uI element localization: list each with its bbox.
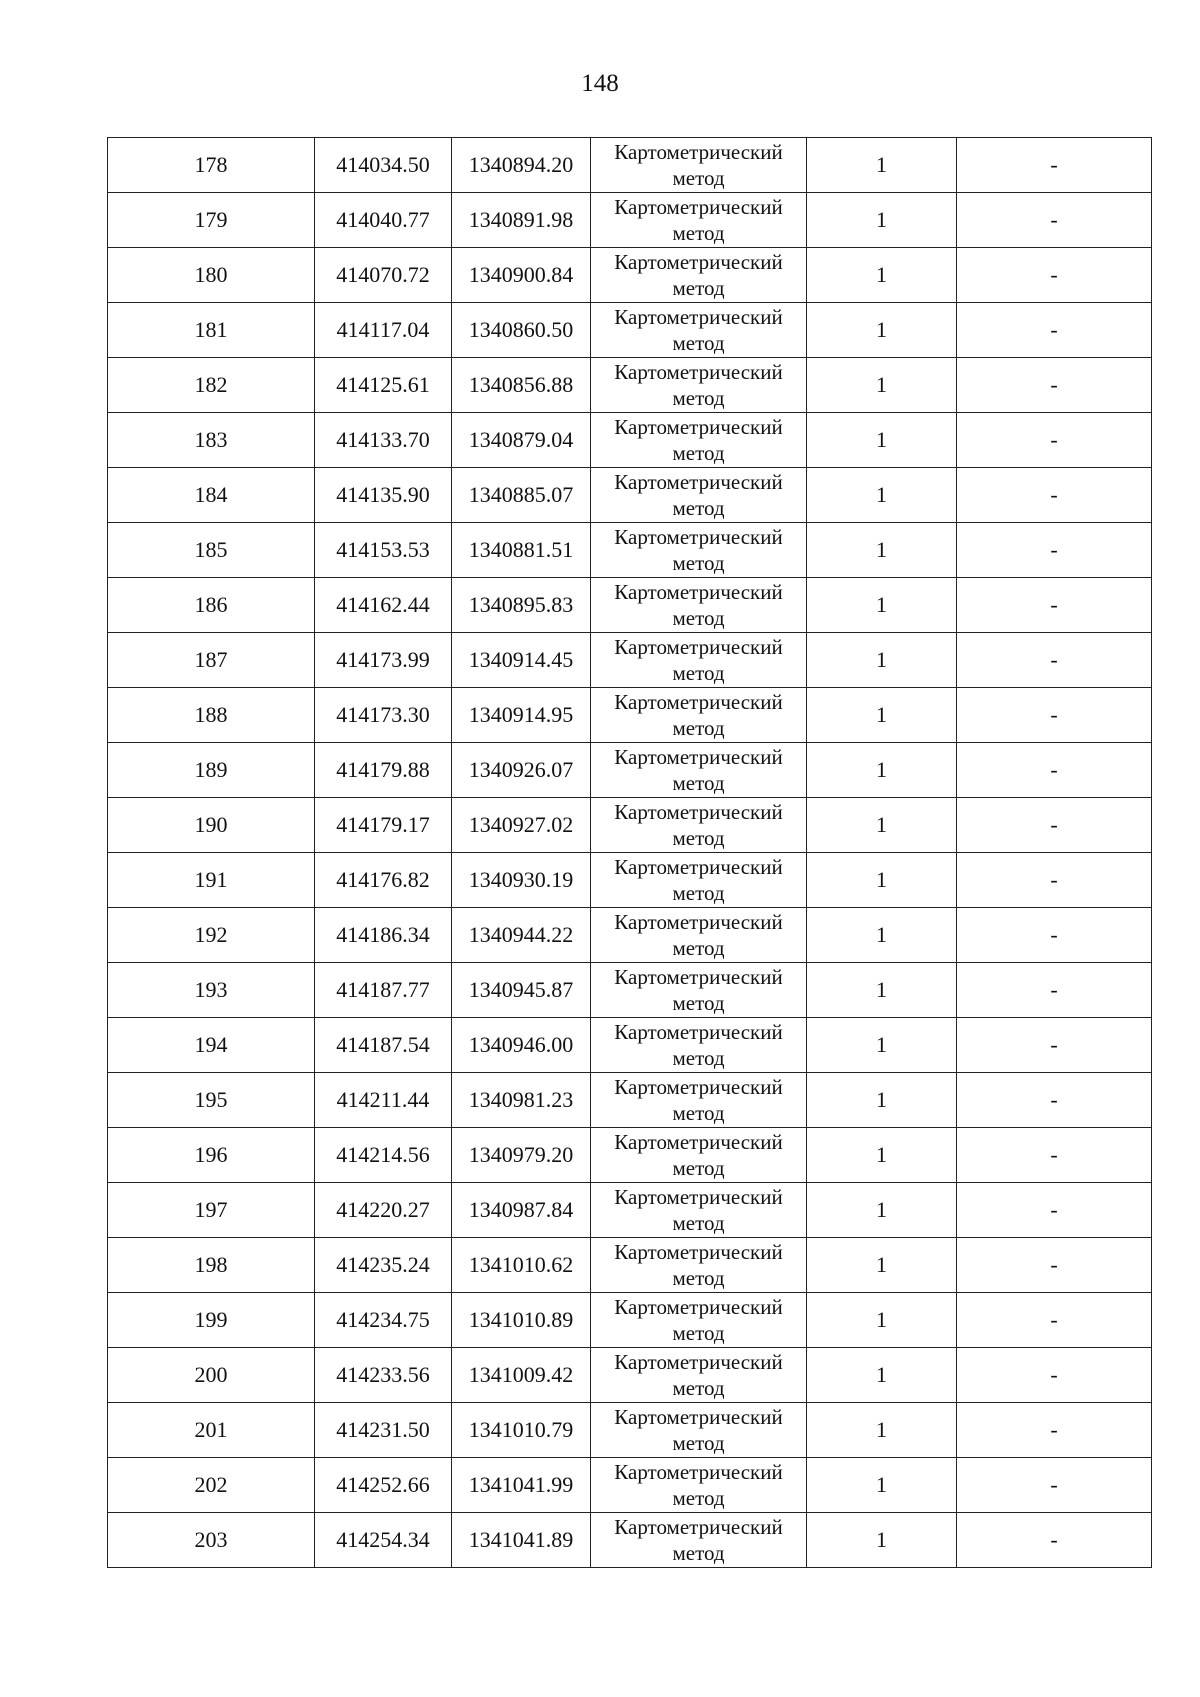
x-coordinate-cell: 414034.50 (315, 138, 452, 193)
y-coordinate-cell: 1341010.89 (452, 1293, 591, 1348)
accuracy-cell: 1 (807, 248, 957, 303)
note-cell: - (957, 1183, 1152, 1238)
accuracy-cell: 1 (807, 413, 957, 468)
x-coordinate-cell: 414133.70 (315, 413, 452, 468)
note-cell: - (957, 1073, 1152, 1128)
note-cell: - (957, 248, 1152, 303)
x-coordinate-cell: 414179.88 (315, 743, 452, 798)
point-number-cell: 199 (108, 1293, 315, 1348)
x-coordinate-cell: 414153.53 (315, 523, 452, 578)
note-cell: - (957, 1128, 1152, 1183)
point-number-cell: 201 (108, 1403, 315, 1458)
point-number-cell: 196 (108, 1128, 315, 1183)
note-cell: - (957, 1018, 1152, 1073)
method-label-line1: Картометрический (614, 250, 783, 274)
method-label-line2: метод (672, 331, 725, 355)
method-label-line2: метод (672, 1156, 725, 1180)
y-coordinate-cell: 1340914.45 (452, 633, 591, 688)
x-coordinate-cell: 414186.34 (315, 908, 452, 963)
accuracy-cell: 1 (807, 743, 957, 798)
method-label-line2: метод (672, 386, 725, 410)
accuracy-cell: 1 (807, 1183, 957, 1238)
note-cell: - (957, 853, 1152, 908)
point-number-cell: 189 (108, 743, 315, 798)
x-coordinate-cell: 414040.77 (315, 193, 452, 248)
method-label-line1: Картометрический (614, 305, 783, 329)
accuracy-cell: 1 (807, 1458, 957, 1513)
method-cell (591, 688, 807, 743)
method-cell (591, 1238, 807, 1293)
x-coordinate-cell: 414233.56 (315, 1348, 452, 1403)
point-number-cell: 197 (108, 1183, 315, 1238)
table-row (108, 1403, 1152, 1458)
y-coordinate-cell: 1340946.00 (452, 1018, 591, 1073)
method-cell (591, 468, 807, 523)
note-cell: - (957, 1348, 1152, 1403)
method-cell (591, 248, 807, 303)
x-coordinate-cell: 414231.50 (315, 1403, 452, 1458)
method-cell (591, 963, 807, 1018)
y-coordinate-cell: 1340945.87 (452, 963, 591, 1018)
method-label-line1: Картометрический (614, 1185, 783, 1209)
accuracy-cell: 1 (807, 1513, 957, 1568)
method-label-line2: метод (672, 661, 725, 685)
x-coordinate-cell: 414234.75 (315, 1293, 452, 1348)
method-cell (591, 578, 807, 633)
method-label-line1: Картометрический (614, 1130, 783, 1154)
note-cell: - (957, 578, 1152, 633)
point-number-cell: 202 (108, 1458, 315, 1513)
method-cell (591, 523, 807, 578)
y-coordinate-cell: 1341010.79 (452, 1403, 591, 1458)
method-cell (591, 1183, 807, 1238)
x-coordinate-cell: 414235.24 (315, 1238, 452, 1293)
method-label-line2: метод (672, 1431, 725, 1455)
method-label-line1: Картометрический (614, 1405, 783, 1429)
method-label-line2: метод (672, 1211, 725, 1235)
y-coordinate-cell: 1340981.23 (452, 1073, 591, 1128)
method-label-line2: метод (672, 1046, 725, 1070)
method-label-line2: метод (672, 716, 725, 740)
point-number-cell: 190 (108, 798, 315, 853)
method-label-line1: Картометрический (614, 470, 783, 494)
table-row (108, 633, 1152, 688)
accuracy-cell: 1 (807, 1348, 957, 1403)
y-coordinate-cell: 1340860.50 (452, 303, 591, 358)
x-coordinate-cell: 414117.04 (315, 303, 452, 358)
note-cell: - (957, 688, 1152, 743)
method-label-line2: метод (672, 936, 725, 960)
coordinates-table-body (108, 138, 1152, 1568)
y-coordinate-cell: 1340900.84 (452, 248, 591, 303)
accuracy-cell: 1 (807, 468, 957, 523)
method-cell (591, 1403, 807, 1458)
table-row (108, 468, 1152, 523)
x-coordinate-cell: 414173.99 (315, 633, 452, 688)
x-coordinate-cell: 414254.34 (315, 1513, 452, 1568)
table-row (108, 743, 1152, 798)
table-row (108, 413, 1152, 468)
method-cell (591, 1513, 807, 1568)
method-label-line2: метод (672, 1486, 725, 1510)
point-number-cell: 184 (108, 468, 315, 523)
method-label-line1: Картометрический (614, 1460, 783, 1484)
y-coordinate-cell: 1340881.51 (452, 523, 591, 578)
x-coordinate-cell: 414214.56 (315, 1128, 452, 1183)
method-cell (591, 1458, 807, 1513)
accuracy-cell: 1 (807, 908, 957, 963)
method-label-line2: метод (672, 1541, 725, 1565)
y-coordinate-cell: 1340895.83 (452, 578, 591, 633)
method-label-line1: Картометрический (614, 910, 783, 934)
y-coordinate-cell: 1341010.62 (452, 1238, 591, 1293)
method-label-line1: Картометрический (614, 415, 783, 439)
table-row (108, 303, 1152, 358)
accuracy-cell: 1 (807, 633, 957, 688)
y-coordinate-cell: 1340927.02 (452, 798, 591, 853)
table-row (108, 1073, 1152, 1128)
y-coordinate-cell: 1340987.84 (452, 1183, 591, 1238)
y-coordinate-cell: 1340885.07 (452, 468, 591, 523)
point-number-cell: 178 (108, 138, 315, 193)
x-coordinate-cell: 414187.77 (315, 963, 452, 1018)
method-cell (591, 303, 807, 358)
point-number-cell: 188 (108, 688, 315, 743)
accuracy-cell: 1 (807, 798, 957, 853)
x-coordinate-cell: 414220.27 (315, 1183, 452, 1238)
accuracy-cell: 1 (807, 688, 957, 743)
accuracy-cell: 1 (807, 1073, 957, 1128)
method-cell (591, 1073, 807, 1128)
x-coordinate-cell: 414176.82 (315, 853, 452, 908)
method-label-line1: Картометрический (614, 800, 783, 824)
point-number-cell: 193 (108, 963, 315, 1018)
method-cell (591, 358, 807, 413)
table-row (108, 358, 1152, 413)
method-label-line2: метод (672, 991, 725, 1015)
note-cell: - (957, 743, 1152, 798)
point-number-cell: 200 (108, 1348, 315, 1403)
method-label-line2: метод (672, 1266, 725, 1290)
method-label-line2: метод (672, 1321, 725, 1345)
method-label-line1: Картометрический (614, 1350, 783, 1374)
table-row (108, 578, 1152, 633)
x-coordinate-cell: 414173.30 (315, 688, 452, 743)
note-cell: - (957, 1403, 1152, 1458)
y-coordinate-cell: 1340930.19 (452, 853, 591, 908)
accuracy-cell: 1 (807, 1018, 957, 1073)
method-cell (591, 1348, 807, 1403)
method-cell (591, 413, 807, 468)
note-cell: - (957, 1238, 1152, 1293)
method-label-line1: Картометрический (614, 1020, 783, 1044)
y-coordinate-cell: 1340926.07 (452, 743, 591, 798)
point-number-cell: 191 (108, 853, 315, 908)
x-coordinate-cell: 414135.90 (315, 468, 452, 523)
method-label-line1: Картометрический (614, 140, 783, 164)
table-row (108, 193, 1152, 248)
method-label-line2: метод (672, 1376, 725, 1400)
y-coordinate-cell: 1341009.42 (452, 1348, 591, 1403)
table-row (108, 1183, 1152, 1238)
method-label-line2: метод (672, 441, 725, 465)
accuracy-cell: 1 (807, 578, 957, 633)
point-number-cell: 185 (108, 523, 315, 578)
method-cell (591, 908, 807, 963)
point-number-cell: 180 (108, 248, 315, 303)
y-coordinate-cell: 1340891.98 (452, 193, 591, 248)
accuracy-cell: 1 (807, 1128, 957, 1183)
point-number-cell: 182 (108, 358, 315, 413)
note-cell: - (957, 303, 1152, 358)
table-row (108, 908, 1152, 963)
table-row (108, 138, 1152, 193)
note-cell: - (957, 1513, 1152, 1568)
method-label-line1: Картометрический (614, 360, 783, 384)
method-label-line1: Картометрический (614, 1515, 783, 1539)
note-cell: - (957, 908, 1152, 963)
x-coordinate-cell: 414252.66 (315, 1458, 452, 1513)
coordinates-table (107, 137, 1152, 1568)
accuracy-cell: 1 (807, 1293, 957, 1348)
method-label-line2: метод (672, 221, 725, 245)
point-number-cell: 186 (108, 578, 315, 633)
method-label-line1: Картометрический (614, 1075, 783, 1099)
table-row (108, 1458, 1152, 1513)
note-cell: - (957, 468, 1152, 523)
method-label-line1: Картометрический (614, 1295, 783, 1319)
method-label-line2: метод (672, 606, 725, 630)
note-cell: - (957, 1293, 1152, 1348)
x-coordinate-cell: 414070.72 (315, 248, 452, 303)
method-label-line1: Картометрический (614, 690, 783, 714)
method-label-line1: Картометрический (614, 855, 783, 879)
note-cell: - (957, 1458, 1152, 1513)
method-label-line2: метод (672, 276, 725, 300)
table-row (108, 1238, 1152, 1293)
y-coordinate-cell: 1340914.95 (452, 688, 591, 743)
method-cell (591, 1293, 807, 1348)
method-label-line1: Картометрический (614, 635, 783, 659)
point-number-cell: 194 (108, 1018, 315, 1073)
point-number-cell: 179 (108, 193, 315, 248)
note-cell: - (957, 798, 1152, 853)
note-cell: - (957, 358, 1152, 413)
accuracy-cell: 1 (807, 193, 957, 248)
note-cell: - (957, 523, 1152, 578)
point-number-cell: 181 (108, 303, 315, 358)
method-label-line2: метод (672, 826, 725, 850)
method-cell (591, 633, 807, 688)
accuracy-cell: 1 (807, 358, 957, 413)
note-cell: - (957, 963, 1152, 1018)
point-number-cell: 198 (108, 1238, 315, 1293)
accuracy-cell: 1 (807, 1238, 957, 1293)
x-coordinate-cell: 414187.54 (315, 1018, 452, 1073)
method-label-line1: Картометрический (614, 1240, 783, 1264)
point-number-cell: 203 (108, 1513, 315, 1568)
method-label-line2: метод (672, 166, 725, 190)
x-coordinate-cell: 414162.44 (315, 578, 452, 633)
method-label-line2: метод (672, 551, 725, 575)
y-coordinate-cell: 1341041.89 (452, 1513, 591, 1568)
accuracy-cell: 1 (807, 1403, 957, 1458)
table-row (108, 1513, 1152, 1568)
y-coordinate-cell: 1340944.22 (452, 908, 591, 963)
page-number: 148 (581, 70, 619, 97)
method-label-line2: метод (672, 1101, 725, 1125)
point-number-cell: 183 (108, 413, 315, 468)
method-cell (591, 798, 807, 853)
y-coordinate-cell: 1340979.20 (452, 1128, 591, 1183)
note-cell: - (957, 138, 1152, 193)
table-row (108, 1128, 1152, 1183)
accuracy-cell: 1 (807, 523, 957, 578)
y-coordinate-cell: 1340894.20 (452, 138, 591, 193)
x-coordinate-cell: 414211.44 (315, 1073, 452, 1128)
note-cell: - (957, 413, 1152, 468)
point-number-cell: 187 (108, 633, 315, 688)
note-cell: - (957, 193, 1152, 248)
y-coordinate-cell: 1341041.99 (452, 1458, 591, 1513)
method-cell (591, 1018, 807, 1073)
accuracy-cell: 1 (807, 963, 957, 1018)
note-cell: - (957, 633, 1152, 688)
table-row (108, 1293, 1152, 1348)
point-number-cell: 192 (108, 908, 315, 963)
method-cell (591, 193, 807, 248)
table-row (108, 523, 1152, 578)
method-label-line2: метод (672, 881, 725, 905)
method-label-line2: метод (672, 771, 725, 795)
x-coordinate-cell: 414125.61 (315, 358, 452, 413)
method-cell (591, 853, 807, 908)
table-row (108, 798, 1152, 853)
accuracy-cell: 1 (807, 138, 957, 193)
point-number-cell: 195 (108, 1073, 315, 1128)
accuracy-cell: 1 (807, 853, 957, 908)
table-row (108, 853, 1152, 908)
method-label-line1: Картометрический (614, 580, 783, 604)
table-row (108, 1348, 1152, 1403)
table-row (108, 1018, 1152, 1073)
x-coordinate-cell: 414179.17 (315, 798, 452, 853)
method-label-line2: метод (672, 496, 725, 520)
method-cell (591, 743, 807, 798)
table-row (108, 248, 1152, 303)
method-cell (591, 1128, 807, 1183)
table-row (108, 688, 1152, 743)
accuracy-cell: 1 (807, 303, 957, 358)
method-label-line1: Картометрический (614, 525, 783, 549)
method-label-line1: Картометрический (614, 195, 783, 219)
table-row (108, 963, 1152, 1018)
method-label-line1: Картометрический (614, 965, 783, 989)
method-cell (591, 138, 807, 193)
y-coordinate-cell: 1340879.04 (452, 413, 591, 468)
y-coordinate-cell: 1340856.88 (452, 358, 591, 413)
method-label-line1: Картометрический (614, 745, 783, 769)
